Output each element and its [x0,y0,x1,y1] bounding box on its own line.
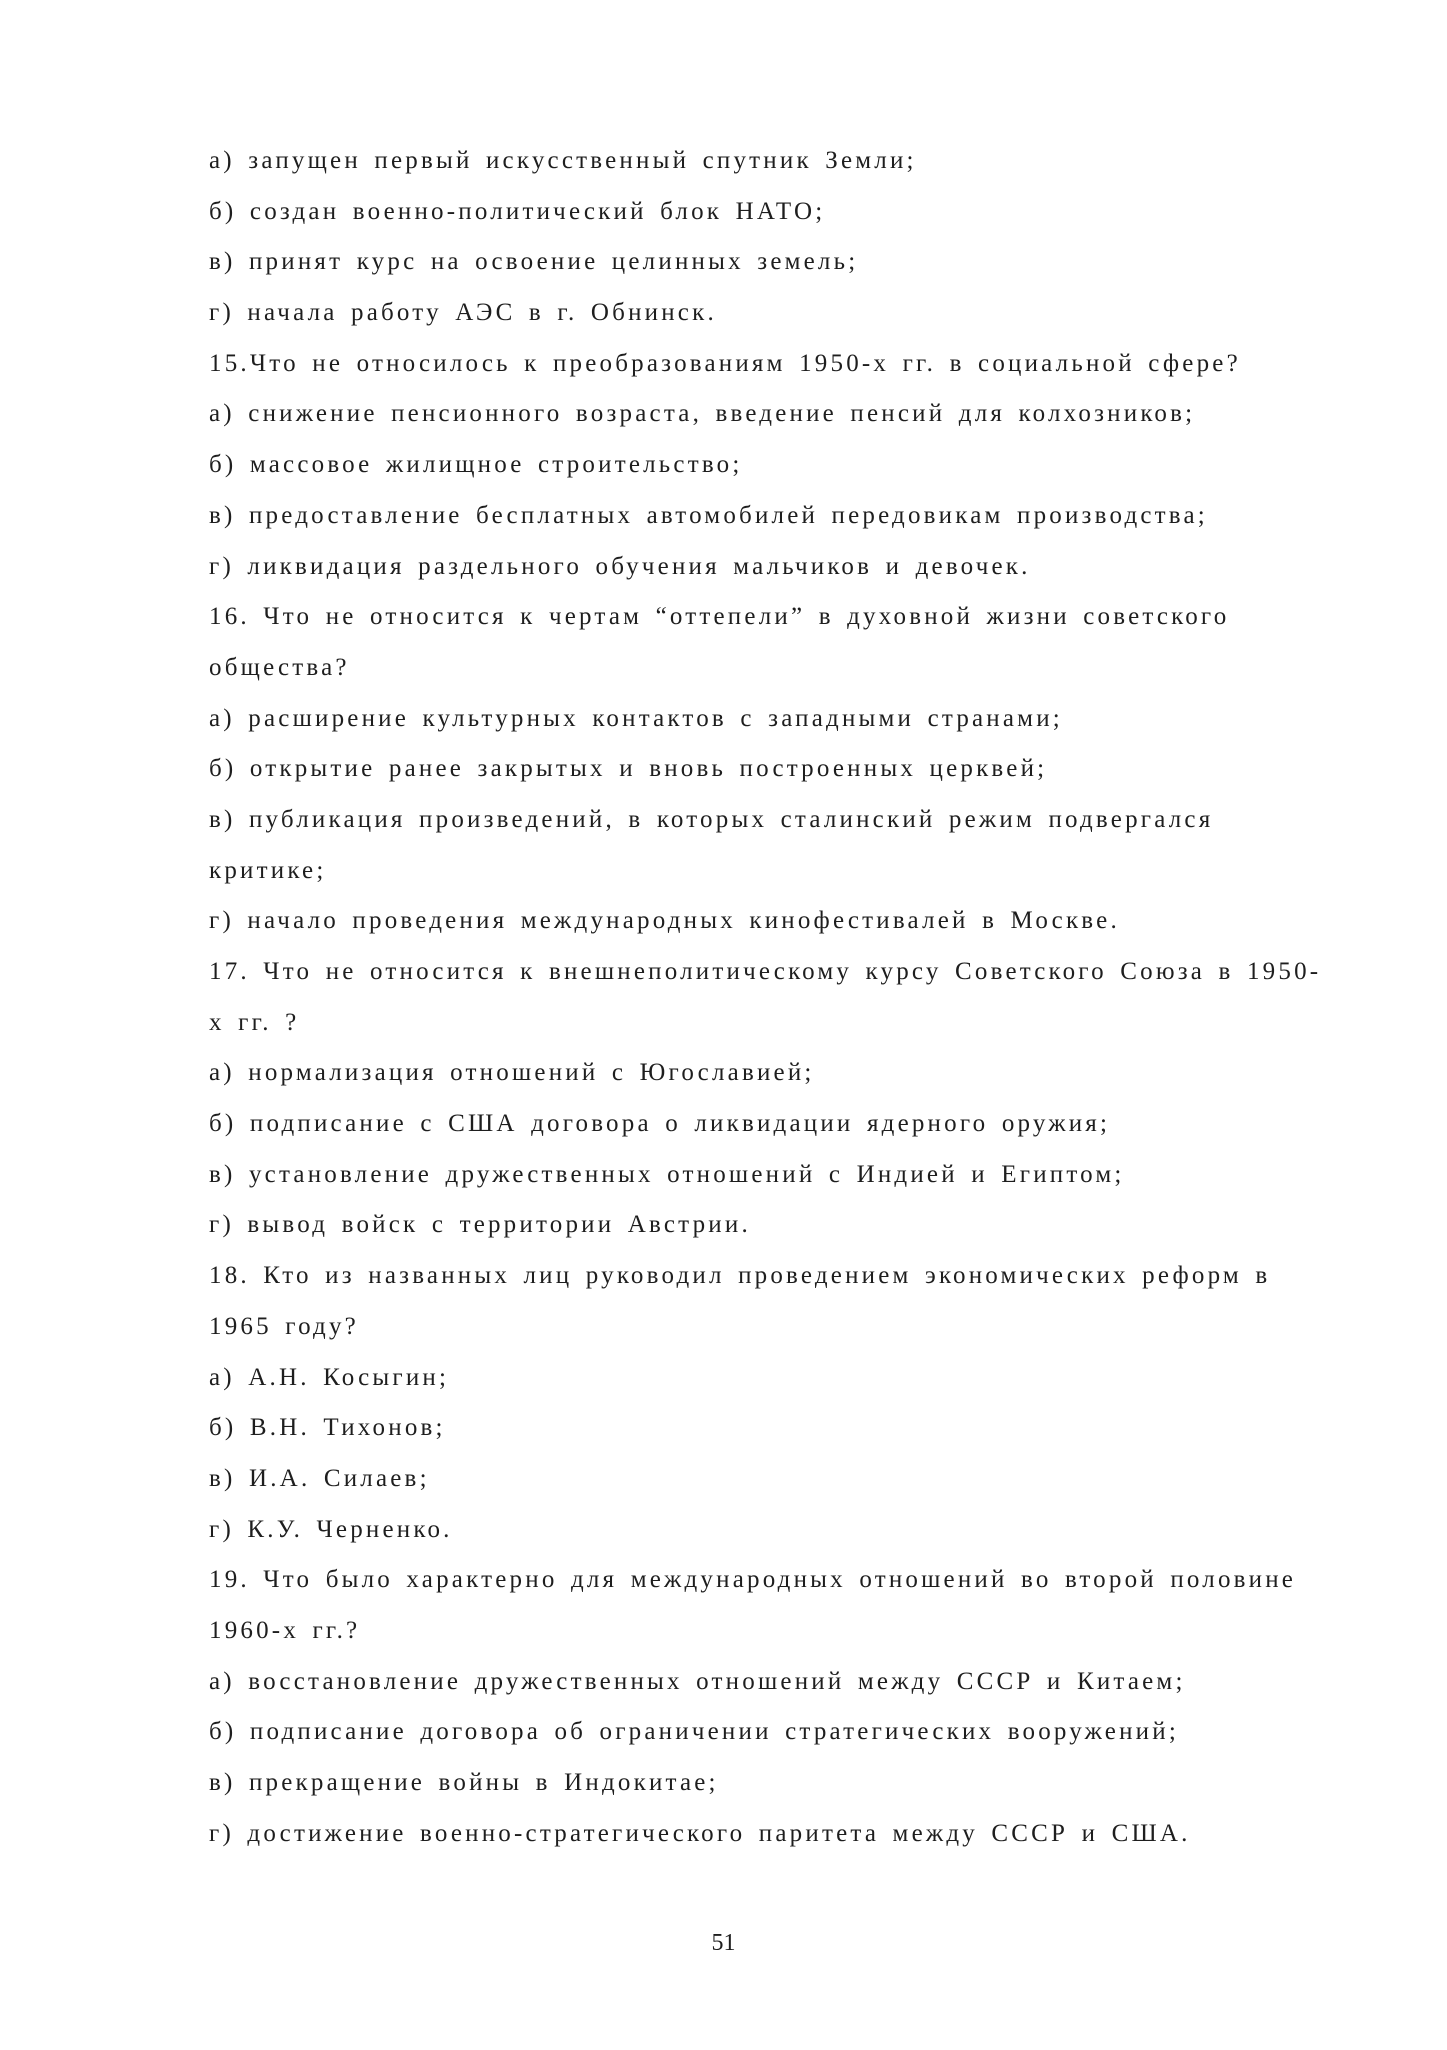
answer-option: а) нормализация отношений с Югославией; [209,1059,815,1087]
question-16-continued: общества? [209,653,350,681]
question-19: 19. Что было характерно для международных отношений во второй половине [209,1566,1297,1594]
answer-option: г) достижение военно-стратегического паритета между СССР и США. [209,1819,1191,1847]
answer-option-continued: критике; [209,856,327,884]
page-number: 51 [711,1930,736,1956]
answer-option: в) установление дружественных отношений с Индией и Египтом; [209,1160,1125,1188]
question-18: 18. Кто из названных лиц руководил проведением экономических реформ в [209,1262,1271,1290]
answer-option: б) подписание с США договора о ликвидации ядерного оружия; [209,1110,1111,1138]
answer-option: б) подписание договора об ограничении стратегических вооружений; [209,1718,1179,1746]
answer-option: г) вывод войск с территории Австрии. [209,1211,751,1239]
answer-option: а) А.Н. Косыгин; [209,1363,450,1391]
question-17: 17. Что не относится к внешнеполитическому курсу Советского Союза в 1950- [209,958,1322,985]
answer-option: в) публикация произведений, в которых сталинский режим подвергался [209,805,1214,833]
answer-option: б) открытие ранее закрытых и вновь построенных церквей; [209,755,1048,783]
answer-option: б) создан военно-политический блок НАТО; [209,197,826,225]
answer-option: в) прекращение войны в Индокитае; [209,1769,719,1796]
answer-option: б) В.Н. Тихонов; [209,1414,446,1442]
question-19-continued: 1960-х гг.? [209,1616,361,1644]
answer-option: а) запущен первый искусственный спутник Земли; [209,147,917,174]
page-text [209,136,1369,1859]
question-17-continued: х гг. ? [209,1008,300,1036]
question-15: 15.Что не относилось к преобразованиям 1950-х гг. в социальной сфере? [209,349,1241,377]
answer-option: б) массовое жилищное строительство; [209,451,743,479]
question-16: 16. Что не относится к чертам “оттепели” в духовной жизни советского [209,603,1230,631]
answer-option: г) ликвидация раздельного обучения мальчиков и девочек. [209,552,1031,580]
question-18-continued: 1965 году? [209,1312,359,1340]
answer-option: г) начало проведения международных кинофестивалей в Москве. [209,907,1120,935]
answer-option: г) начала работу АЭС в г. Обнинск. [209,299,717,327]
answer-option: а) восстановление дружественных отношений между СССР и Китаем; [209,1667,1186,1695]
answer-option: а) расширение культурных контактов с западными странами; [209,704,1063,732]
answer-option: в) предоставление бесплатных автомобилей передовикам производства; [209,501,1208,529]
answer-option: в) И.А. Силаев; [209,1464,430,1492]
answer-option: г) К.У. Черненко. [209,1515,453,1543]
answer-option: в) принят курс на освоение целинных земель; [209,248,859,276]
answer-option: а) снижение пенсионного возраста, введение пенсий для колхозников; [209,400,1196,428]
